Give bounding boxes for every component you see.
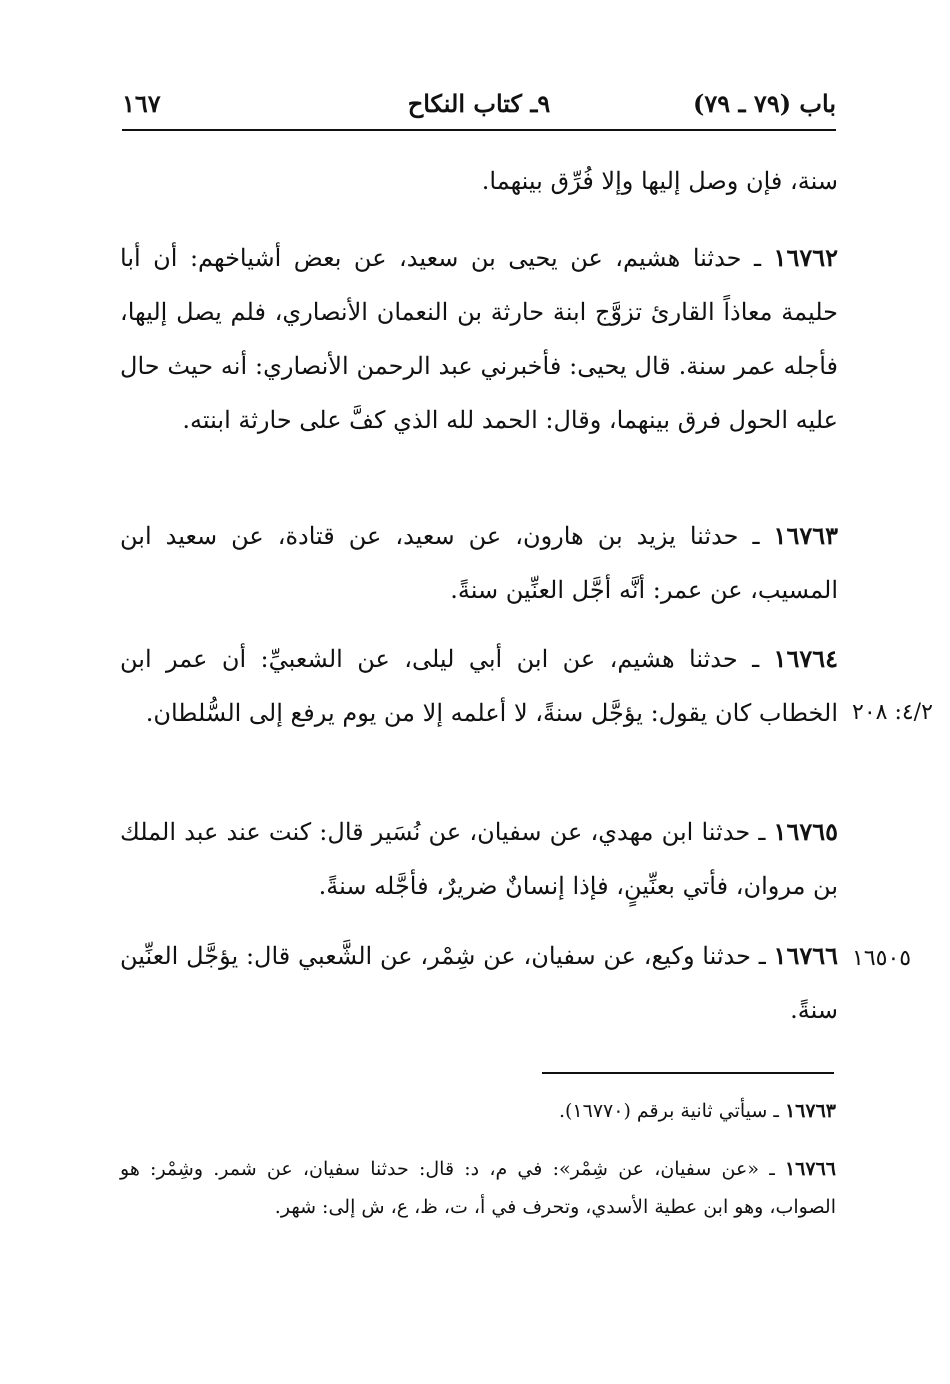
hadith-text: ـ حدثنا هشيم، عن ابن أبي ليلى، عن الشعبيِّ: أن عمر ابن الخطاب كان يقول: يؤجَّل سنةً، لا أعلمه إلا من يوم يرفع إلى السُّلطان. [120, 645, 838, 727]
footnote-rule [542, 1072, 834, 1074]
hadith-text: ـ حدثنا يزيد بن هارون، عن سعيد، عن قتادة، عن سعيد ابن المسيب، عن عمر: أنَّه أجَّل العنِّين سنةً. [120, 522, 838, 604]
hadith-text: ـ حدثنا ابن مهدي، عن سفيان، عن نُسَير قال: كنت عند عبد الملك بن مروان، فأتي بعنِّينٍ، فإذا إنسانٌ ضريرٌ، فأجَّله سنةً. [120, 818, 838, 900]
hadith-number: ١٦٧٦٤ [773, 644, 838, 673]
hadith-16762 [120, 231, 838, 447]
footnote-16766 [120, 1150, 836, 1226]
footnote-text: ـ سيأتي ثانية برقم (١٦٧٧٠). [558, 1100, 785, 1122]
hadith-16764 [120, 632, 838, 740]
hadith-text: ـ حدثنا وكيع، عن سفيان، عن شِمْر، عن الشَّعبي قال: يؤجَّل العنِّين سنةً. [120, 942, 838, 1024]
footnote-16763 [120, 1092, 836, 1130]
running-header [122, 86, 836, 126]
margin-reference: ٤/٢: ٢٠٨ [852, 700, 933, 725]
margin-reference: ١٦٥٠٥ [852, 946, 912, 971]
hadith-number: ١٦٧٦٣ [773, 521, 838, 550]
footnote-number: ١٦٧٦٦ [784, 1158, 836, 1180]
footnote-text: ـ «عن سفيان، عن شِمْر»: في م، د: قال: حدثنا سفيان، عن شمر. وشِمْر: هو الصواب، وهو ابن عطية الأسدي، وتحرف في أ، ت، ظ، ع، ش إلى: شهر. [120, 1158, 836, 1218]
footnote-number: ١٦٧٦٣ [784, 1100, 836, 1122]
hadith-number: ١٦٧٦٥ [773, 817, 838, 846]
hadith-16763 [120, 509, 838, 617]
page-number: ١٦٧ [122, 89, 161, 118]
paragraph-continuation [120, 154, 838, 208]
chapter-heading: باب (٧٩ ـ ٧٩) [693, 89, 836, 118]
hadith-text: ـ حدثنا هشيم، عن يحيى بن سعيد، عن بعض أشياخهم: أن أبا حليمة معاذاً القارئ تزوَّج ابنة حارثة بن النعمان الأنصاري، فلم يصل إليها، فأجله عمر سنة. قال يحيى: فأخبرني عبد الرحمن الأنصاري: أنه حيث حال عليه الحول فرق بينهما، وقال: الحمد لله الذي كفَّ على حارثة ابنته. [120, 244, 838, 434]
hadith-16766 [120, 929, 838, 1037]
book-title: ٩ـ كتاب النكاح [407, 89, 551, 118]
paragraph-text: سنة، فإن وصل إليها وإلا فُرِّق بينهما. [481, 167, 838, 195]
hadith-16765 [120, 805, 838, 913]
hadith-number: ١٦٧٦٢ [773, 243, 838, 272]
hadith-number: ١٦٧٦٦ [773, 941, 838, 970]
header-rule [122, 129, 836, 131]
